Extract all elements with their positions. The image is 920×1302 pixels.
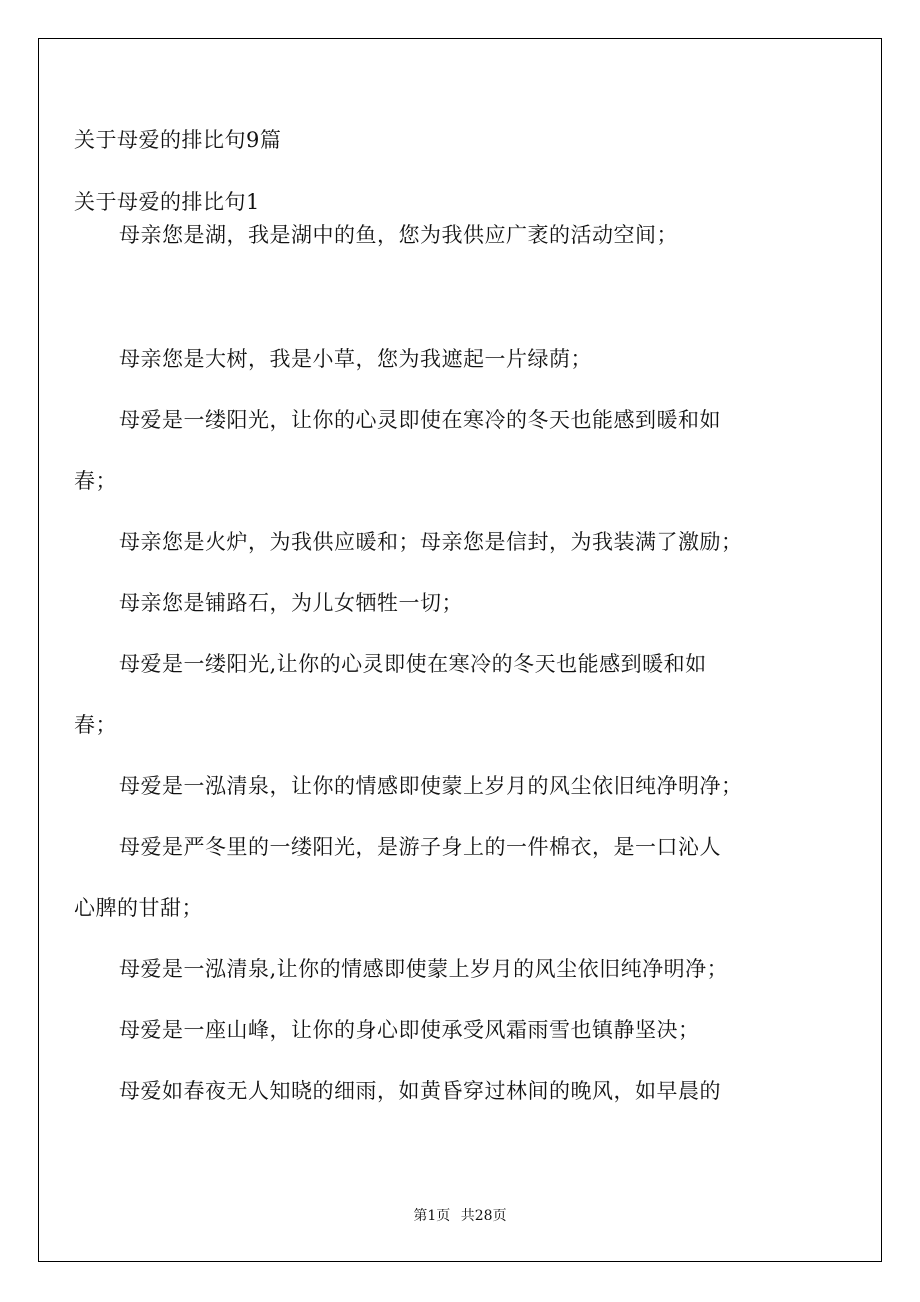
paragraph-line: 母爱是严冬里的一缕阳光，是游子身上的一件棉衣，是一口沁人 (119, 835, 721, 859)
paragraph-line: 母亲您是铺路石，为儿女牺牲一切； (119, 591, 463, 615)
paragraph-line: 母爱是一缕阳光，让你的心灵即使在寒冷的冬天也能感到暖和如 (119, 408, 721, 432)
page-total: 共28页 (460, 1208, 507, 1224)
paragraph-line: 春； (74, 713, 117, 737)
paragraph-line: 母爱是一座山峰，让你的身心即使承受风霜雨雪也镇静坚决； (119, 1018, 700, 1042)
paragraph-line: 春； (74, 469, 117, 493)
paragraph-line: 母亲您是湖，我是湖中的鱼，您为我供应广袤的活动空间； (119, 223, 678, 247)
page-number: 第1页 (413, 1208, 451, 1224)
paragraph-line: 母亲您是大树，我是小草，您为我遮起一片绿荫； (119, 347, 592, 371)
paragraph-line: 母爱是一泓清泉，让你的情感即使蒙上岁月的风尘依旧纯净明净； (119, 774, 743, 798)
paragraph-line: 母爱是一缕阳光,让你的心灵即使在寒冷的冬天也能感到暖和如 (119, 652, 707, 676)
paragraph-line: 母亲您是火炉，为我供应暖和；母亲您是信封，为我装满了激励； (119, 530, 743, 554)
paragraph-line: 母爱是一泓清泉,让你的情感即使蒙上岁月的风尘依旧纯净明净； (119, 957, 729, 981)
paragraph-line: 母爱如春夜无人知晓的细雨，如黄昏穿过林间的晚风，如早晨的 (119, 1079, 721, 1103)
paragraph-line: 心脾的甘甜； (74, 896, 203, 920)
document-title: 关于母爱的排比句9篇 (74, 128, 282, 152)
section-title: 关于母爱的排比句1 (74, 190, 260, 214)
page-footer (0, 1207, 920, 1225)
